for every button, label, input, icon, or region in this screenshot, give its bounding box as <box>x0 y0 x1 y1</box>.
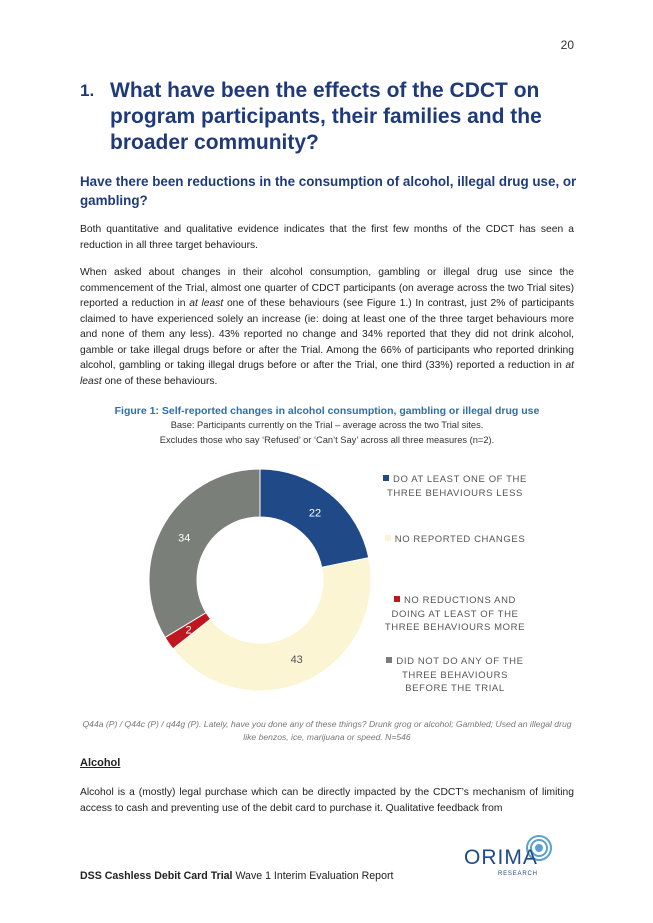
paragraph-2-emphasis-2: at least <box>80 360 574 387</box>
legend-label-did-not: DID NOT DO ANY OF THE THREE BEHAVIOURS BEFORE THE TRIAL <box>396 656 524 694</box>
slice-label-increased: 2 <box>185 624 192 637</box>
figure-base-line-2: Excludes those who say ‘Refused’ or ‘Can’t Say’ across all three measures (n=2). <box>159 435 495 445</box>
footer <box>80 870 393 882</box>
legend-swatch-did-not <box>386 657 392 663</box>
footer-title-bold: DSS Cashless Debit Card Trial <box>80 870 233 882</box>
footer-title-normal: Wave 1 Interim Evaluation Report <box>232 870 394 882</box>
legend-swatch-increased <box>394 596 400 602</box>
legend-label-no-change: NO REPORTED CHANGES <box>394 534 526 545</box>
legend-item-no-change <box>380 533 530 547</box>
legend-item-did-not <box>380 655 530 696</box>
slice-label-reduced: 22 <box>308 507 322 520</box>
paragraph-1: Both quantitative and qualitative evidence indicates that the first few months of the CDCT has seen a reduction in all three target behaviours. <box>80 224 574 251</box>
logo-subtitle: RESEARCH <box>498 871 538 877</box>
slice-label-no-change: 43 <box>290 653 303 666</box>
legend-label-increased: NO REDUCTIONS AND DOING AT LEAST OF THE THREE BEHAVIOURS MORE <box>384 595 526 633</box>
orima-logo <box>462 828 552 878</box>
paragraph-2-emphasis-1: at least <box>189 298 224 309</box>
section-number: 1. <box>80 81 95 100</box>
paragraph-2-part-2: one of these behaviours (see Figure 1.) In contrast, just 2% of participants claimed to have experienced solely an increase (ie: doing at least one of the three target behaviours more and none of them any less). 43% reported no change and 34% reported that they did not drink alcohol, gamble or take illegal drugs before or after the Trial. Among the 66% of participants who reported drinking alcohol, gambling or taking illegal drugs before or after the Trial, one third (33%) reported a reduction in <box>80 298 574 371</box>
slice-did-not <box>149 469 260 637</box>
slice-label-did-not: 34 <box>178 532 191 545</box>
figure-title: Figure 1: Self-reported changes in alcohol consumption, gambling or illegal drug use <box>114 405 540 417</box>
subheading: Have there been reductions in the consumption of alcohol, illegal drug use, or gambling? <box>80 174 577 208</box>
legend-swatch-reduced <box>383 475 389 481</box>
legend-item-increased <box>380 594 530 635</box>
figure-source-note: Q44a (P) / Q44c (P) / q44g (P). Lately, have you done any of these things? Drunk grog or alcohol; Gambled; Used an illegal drug like benzos, ice, marijuana or speed. N=546 <box>82 719 572 742</box>
figure-base-line-1: Base: Participants currently on the Trial – average across the two Trial sites. <box>170 420 484 430</box>
logo-name: ORIMA <box>464 846 538 869</box>
paragraph-2-part-3: one of these behaviours. <box>101 375 218 387</box>
page-number: 20 <box>560 38 574 52</box>
legend-item-reduced <box>380 473 530 500</box>
paragraph-2-part-1: When asked about changes in their alcohol consumption, gambling or illegal drug use since the commencement of the Trial, almost one quarter of CDCT participants (on average across the two Trial sites) reported a reduction in <box>80 267 574 309</box>
alcohol-heading: Alcohol <box>80 757 121 769</box>
section-title: What have been the effects of the CDCT on program participants, their families and the broader community? <box>110 79 542 154</box>
paragraph-3: Alcohol is a (mostly) legal purchase which can be directly impacted by the CDCT’s mechanism of limiting access to cash and preventing use of the debit card to purchase it. Qualitative feedback from <box>80 787 574 814</box>
legend-swatch-no-change <box>385 535 391 541</box>
legend-label-reduced: DO AT LEAST ONE OF THE THREE BEHAVIOURS LESS <box>387 474 527 499</box>
